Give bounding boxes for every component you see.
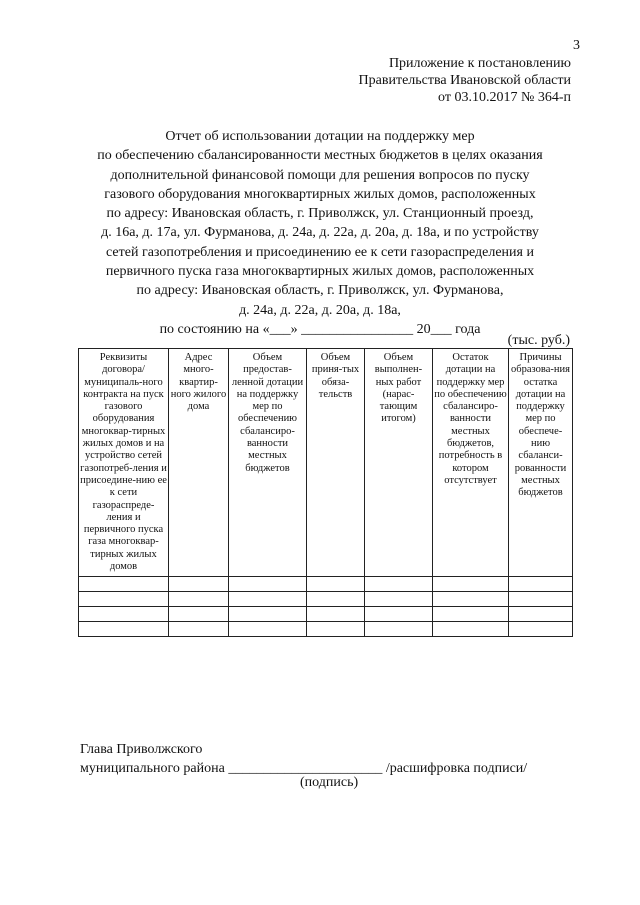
signature-line-1: Глава Приволжского <box>80 742 203 757</box>
title-line: Отчет об использовании дотации на поддержку мер <box>165 129 475 144</box>
title-line: по обеспечению сбалансированности местных бюджетов в целях оказания <box>97 148 543 164</box>
title-line: д. 24а, д. 22а, д. 20а, д. 18а, <box>239 302 401 318</box>
title-line: газового оборудования многоквартирных жилых домов, расположенных <box>104 186 536 202</box>
appendix-line-2: Правительства Ивановской области <box>358 73 571 88</box>
report-title <box>70 127 570 339</box>
title-line: по состоянию на «___» ________________ 20___ года <box>159 321 481 337</box>
table-header-row <box>79 349 573 577</box>
title-line: по адресу: Ивановская область, г. Приволжск, ул. Фурманова, <box>136 283 504 299</box>
header-cell-subsidy-volume: Объем предостав-ленной дотации на поддержку мер по обеспечению сбалансиро-ванности местных бюджетов <box>229 349 307 577</box>
table-row <box>79 592 573 607</box>
table-row <box>79 607 573 622</box>
signature-line-2: муниципального района ______________________ /расшифровка подписи/ <box>80 761 528 776</box>
header-cell-works-done: Объем выполнен-ных работ (нарас-тающим итогом) <box>365 349 433 577</box>
header-cell-house-address: Адрес много-квартир-ного жилого дома <box>169 349 229 577</box>
table-row <box>79 577 573 592</box>
units-label: (тыс. руб.) <box>507 333 570 348</box>
table-row <box>79 622 573 637</box>
title-line: д. 16а, д. 17а, ул. Фурманова, д. 24а, д. 22а, д. 20а, д. 18а, и по устройству <box>101 225 539 241</box>
title-line: первичного пуска газа многоквартирных жилых домов, расположенных <box>105 264 535 280</box>
title-line: по адресу: Ивановская область, г. Приволжск, ул. Станционный проезд, <box>106 206 534 222</box>
signature-block <box>80 740 527 778</box>
report-table <box>78 348 573 637</box>
signature-caption: (подпись) <box>300 775 359 790</box>
header-cell-subsidy-remainder: Остаток дотации на поддержку мер по обеспечению сбалансиро-ванности местных бюджетов, потребность в котором отсутствует <box>433 349 509 577</box>
appendix-header <box>359 55 571 106</box>
appendix-line-1: Приложение к постановлению <box>388 56 571 71</box>
header-cell-remainder-reasons: Причины образова-ния остатка дотации на поддержку мер по обеспече-нию сбаланси-рованности местных бюджетов <box>509 349 573 577</box>
title-line: дополнительной финансовой помощи для решения вопросов по пуску <box>110 167 530 183</box>
page-number: 3 <box>573 38 580 53</box>
title-line: сетей газопотребления и присоединению ее к сети газораспределения и <box>106 244 534 260</box>
appendix-line-3: от 03.10.2017 № 364-п <box>438 90 571 105</box>
header-cell-obligations: Объем приня-тых обяза-тельств <box>307 349 365 577</box>
header-cell-contract-details: Реквизиты договора/ муниципаль-ного контракта на пуск газового оборудования многоквар-тирных жилых домов и на устройство сетей газопотреб-ления и присоедине-нию ее к сети газораспреде-ления и первичного пуска газа многоквар-тирных жилых домов <box>79 349 169 577</box>
